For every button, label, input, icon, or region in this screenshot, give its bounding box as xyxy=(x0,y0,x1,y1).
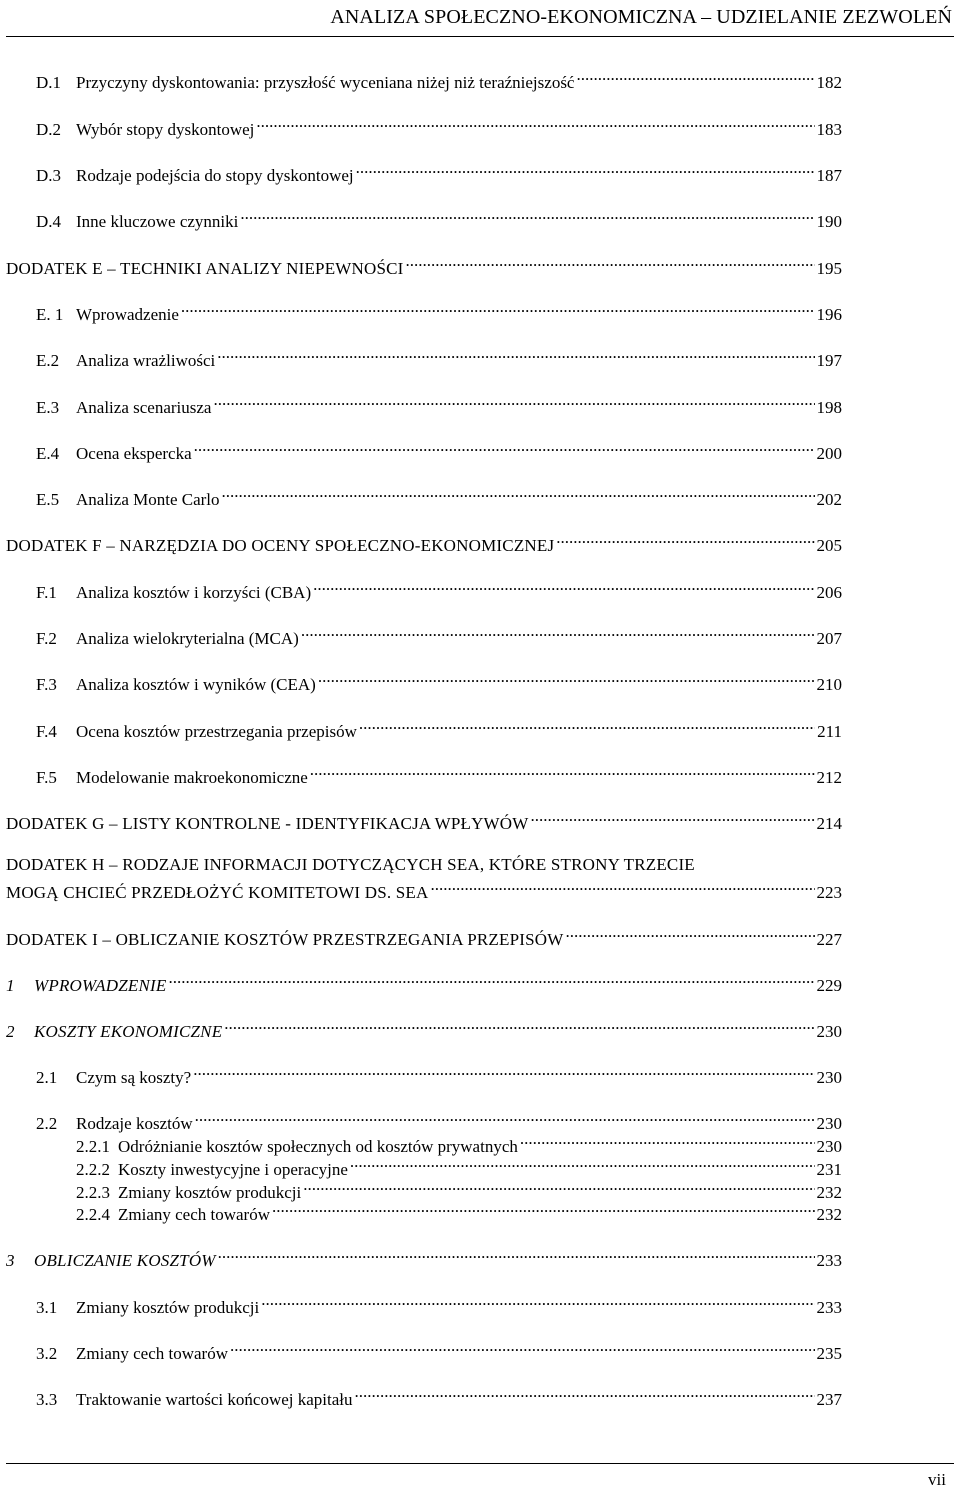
toc-entry-page: 197 xyxy=(816,351,842,370)
toc-entry-title: Ocena kosztów przestrzegania przepisów xyxy=(76,722,357,741)
footer-rule xyxy=(6,1463,954,1464)
toc-entry-chapter[interactable] xyxy=(6,1017,842,1042)
dot-leader xyxy=(301,624,815,644)
toc-entry-title: OBLICZANIE KOSZTÓW xyxy=(34,1251,216,1270)
toc-entry-chapter[interactable] xyxy=(6,1246,842,1271)
toc-entry-number: 3 xyxy=(6,1251,15,1270)
toc-entry-page: 210 xyxy=(816,675,842,694)
toc-entry-number: 3.1 xyxy=(36,1298,58,1317)
dot-leader xyxy=(181,300,815,320)
toc-entry-page: 183 xyxy=(816,120,842,139)
toc-entry-title: Rodzaje kosztów xyxy=(76,1114,193,1133)
toc-entry-title: DODATEK E – TECHNIKI ANALIZY NIEPEWNOŚCI xyxy=(6,259,404,278)
dot-leader xyxy=(313,578,814,598)
toc-entry-title: Traktowanie wartości końcowej kapitału xyxy=(76,1390,353,1409)
toc-entry-page: 187 xyxy=(816,166,842,185)
toc-entry[interactable] xyxy=(36,717,842,742)
dot-leader xyxy=(240,207,814,227)
toc-entry-number: 2.2 xyxy=(36,1114,58,1133)
toc-entry-title: DODATEK F – NARZĘDZIA DO OCENY SPOŁECZNO-EKONOMICZNEJ xyxy=(6,536,555,555)
toc-entry[interactable] xyxy=(36,1063,842,1088)
toc-entry-number: D.3 xyxy=(36,166,62,185)
toc-entry-number: F.3 xyxy=(36,675,57,694)
toc-entry[interactable] xyxy=(36,68,842,93)
toc-entry[interactable] xyxy=(36,578,842,603)
toc-entry-title: Modelowanie makroekonomiczne xyxy=(76,768,308,787)
toc-entry-number: E.5 xyxy=(36,490,60,509)
toc-entry-number: E.3 xyxy=(36,398,60,417)
toc-entry-title: Rodzaje podejścia do stopy dyskontowej xyxy=(76,166,354,185)
toc-entry-page: 230 xyxy=(816,1022,842,1041)
toc-entry-title: Odróżnianie kosztów społecznych od kosztów prywatnych xyxy=(118,1137,518,1156)
toc-entry-title: DODATEK H – RODZAJE INFORMACJI DOTYCZĄCYCH SEA, KTÓRE STRONY TRZECIE xyxy=(6,855,695,874)
toc-entry-appendix[interactable] xyxy=(6,531,842,556)
toc-entry-title: MOGĄ CHCIEĆ PRZEDŁOŻYĆ KOMITETOWI DS. SEA xyxy=(6,883,429,902)
toc-entry-title: WPROWADZENIE xyxy=(34,976,167,995)
toc-entry-page: 190 xyxy=(816,212,842,231)
dot-leader xyxy=(222,485,815,505)
toc-entry-appendix-line[interactable] xyxy=(6,855,842,875)
dot-leader xyxy=(230,1339,815,1359)
dot-leader xyxy=(576,68,814,88)
toc-entry-title: DODATEK I – OBLICZANIE KOSZTÓW PRZESTRZEGANIA PRZEPISÓW xyxy=(6,930,564,949)
toc-entry[interactable] xyxy=(36,1109,842,1134)
toc-entry-number: 3.3 xyxy=(36,1390,58,1409)
toc-entry-number: 1 xyxy=(6,976,15,995)
toc-entry-number: D.2 xyxy=(36,120,62,139)
toc-entry-number: E. 1 xyxy=(36,305,64,324)
toc-entry-number: 2 xyxy=(6,1022,15,1041)
toc-entry-page: 231 xyxy=(816,1160,842,1179)
toc-entry-title: Ocena ekspercka xyxy=(76,444,192,463)
toc-entry-page: 202 xyxy=(816,490,842,509)
toc-entry-page: 227 xyxy=(816,930,842,949)
dot-leader xyxy=(556,531,814,551)
toc-entry-title: Analiza kosztów i wyników (CEA) xyxy=(76,675,316,694)
toc-entry-appendix[interactable] xyxy=(6,925,842,950)
toc-entry-page: 207 xyxy=(816,629,842,648)
dot-leader xyxy=(224,1017,814,1037)
toc-entry-title: Zmiany kosztów produkcji xyxy=(76,1298,260,1317)
toc-entry-title: Analiza wrażliwości xyxy=(76,351,216,370)
dot-leader xyxy=(520,1132,815,1152)
toc-entry-subsection[interactable] xyxy=(76,1200,842,1225)
toc-entry-title: Inne kluczowe czynniki xyxy=(76,212,239,231)
dot-leader xyxy=(213,393,814,413)
toc-entry-number: F.4 xyxy=(36,722,57,741)
toc-entry-number: D.1 xyxy=(36,73,62,92)
toc-entry-number: F.2 xyxy=(36,629,57,648)
toc-entry-page: 206 xyxy=(816,583,842,602)
toc-entry-number: E.2 xyxy=(36,351,60,370)
toc-entry-number: 2.2.1 xyxy=(76,1137,110,1156)
toc-entry-page: 233 xyxy=(816,1298,842,1317)
toc-entry-page: 223 xyxy=(816,883,842,902)
toc-entry-page: 196 xyxy=(816,305,842,324)
toc-entry-number: E.4 xyxy=(36,444,60,463)
dot-leader xyxy=(195,1109,815,1129)
dot-leader xyxy=(318,670,815,690)
dot-leader xyxy=(168,971,814,991)
dot-leader xyxy=(217,346,814,366)
running-header-title: ANALIZA SPOŁECZNO-EKONOMICZNA – UDZIELANIE ZEZWOLEŃ xyxy=(330,6,952,28)
toc-entry-title: Analiza wielokryterialna (MCA) xyxy=(76,629,299,648)
dot-leader xyxy=(359,717,815,737)
dot-leader xyxy=(356,161,815,181)
toc-entry-number: 3.2 xyxy=(36,1344,58,1363)
toc-entry-title: Czym są koszty? xyxy=(76,1068,192,1087)
toc-entry-number: F.5 xyxy=(36,768,57,787)
toc-entry-page: 230 xyxy=(816,1114,842,1133)
header-rule xyxy=(6,36,954,37)
dot-leader xyxy=(194,439,815,459)
toc-entry-title: Analiza Monte Carlo xyxy=(76,490,220,509)
toc-entry[interactable] xyxy=(36,207,842,232)
toc-entry-page: 205 xyxy=(816,536,842,555)
toc-entry-title: Analiza kosztów i korzyści (CBA) xyxy=(76,583,312,602)
toc-entry-page: 232 xyxy=(816,1205,842,1224)
toc-entry-title: Wprowadzenie xyxy=(76,305,179,324)
dot-leader xyxy=(531,809,815,829)
toc-entry-page: 233 xyxy=(816,1251,842,1270)
dot-leader xyxy=(256,115,814,135)
toc-entry[interactable] xyxy=(36,115,842,140)
toc-entry-appendix[interactable] xyxy=(6,878,842,903)
dot-leader xyxy=(261,1293,814,1313)
toc-entry-title: Przyczyny dyskontowania: przyszłość wyceniana niżej niż teraźniejszość xyxy=(76,73,575,92)
toc-entry-title: Zmiany cech towarów xyxy=(118,1205,270,1224)
toc-entry-chapter[interactable] xyxy=(6,971,842,996)
toc-entry[interactable] xyxy=(36,485,842,510)
toc-entry-page: 214 xyxy=(816,814,842,833)
dot-leader xyxy=(193,1063,814,1083)
dot-leader xyxy=(355,1385,815,1405)
toc-entry-page: 200 xyxy=(816,444,842,463)
toc-entry-subsection[interactable] xyxy=(76,1155,842,1180)
dot-leader xyxy=(406,254,815,274)
toc-entry[interactable] xyxy=(36,624,842,649)
toc-entry-page: 198 xyxy=(816,398,842,417)
dot-leader xyxy=(218,1246,815,1266)
dot-leader xyxy=(350,1155,815,1175)
toc-entry-title: Zmiany kosztów produkcji xyxy=(118,1183,302,1202)
toc-entry-page: 212 xyxy=(816,768,842,787)
dot-leader xyxy=(310,763,815,783)
toc-entry-page: 211 xyxy=(817,722,842,741)
toc-entry[interactable] xyxy=(36,393,842,418)
dot-leader xyxy=(566,925,815,945)
toc-entry[interactable] xyxy=(36,300,842,325)
toc-entry[interactable] xyxy=(36,763,842,788)
toc-entry[interactable] xyxy=(36,1293,842,1318)
toc-entry-page: 230 xyxy=(816,1137,842,1156)
toc-entry[interactable] xyxy=(36,439,842,464)
toc-entry-page: 235 xyxy=(816,1344,842,1363)
running-header xyxy=(0,0,960,40)
toc-entry-number: 2.2.3 xyxy=(76,1183,110,1202)
toc-entry[interactable] xyxy=(36,670,842,695)
toc-entry-title: Koszty inwestycyjne i operacyjne xyxy=(118,1160,348,1179)
dot-leader xyxy=(431,878,815,898)
dot-leader xyxy=(272,1200,815,1220)
toc-entry-number: 2.2.2 xyxy=(76,1160,110,1179)
toc-entry[interactable] xyxy=(36,1339,842,1364)
toc-entry-page: 229 xyxy=(816,976,842,995)
toc-entry[interactable] xyxy=(36,161,842,186)
dot-leader xyxy=(303,1178,814,1198)
toc-entry[interactable] xyxy=(36,1385,842,1410)
toc-entry-page: 230 xyxy=(816,1068,842,1087)
toc-entry-page: 237 xyxy=(816,1390,842,1409)
toc-entry-page: 232 xyxy=(816,1183,842,1202)
toc-entry-number: 2.1 xyxy=(36,1068,58,1087)
toc-entry-number: 2.2.4 xyxy=(76,1205,110,1224)
toc-entry-appendix[interactable] xyxy=(6,254,842,279)
toc-entry-title: Zmiany cech towarów xyxy=(76,1344,228,1363)
toc-entry-page: 195 xyxy=(816,259,842,278)
toc-entry-subsection[interactable] xyxy=(76,1132,842,1157)
toc-entry-title: Analiza scenariusza xyxy=(76,398,212,417)
footer-page-number: vii xyxy=(928,1470,946,1489)
toc-entry-page: 182 xyxy=(816,73,842,92)
toc-entry-number: F.1 xyxy=(36,583,57,602)
toc-entry-title: Wybór stopy dyskontowej xyxy=(76,120,255,139)
toc-entry[interactable] xyxy=(36,346,842,371)
toc-entry-title: DODATEK G – LISTY KONTROLNE - IDENTYFIKACJA WPŁYWÓW xyxy=(6,814,529,833)
toc-entry-title: KOSZTY EKONOMICZNE xyxy=(34,1022,223,1041)
toc-entry-number: D.4 xyxy=(36,212,62,231)
toc-entry-appendix[interactable] xyxy=(6,809,842,834)
